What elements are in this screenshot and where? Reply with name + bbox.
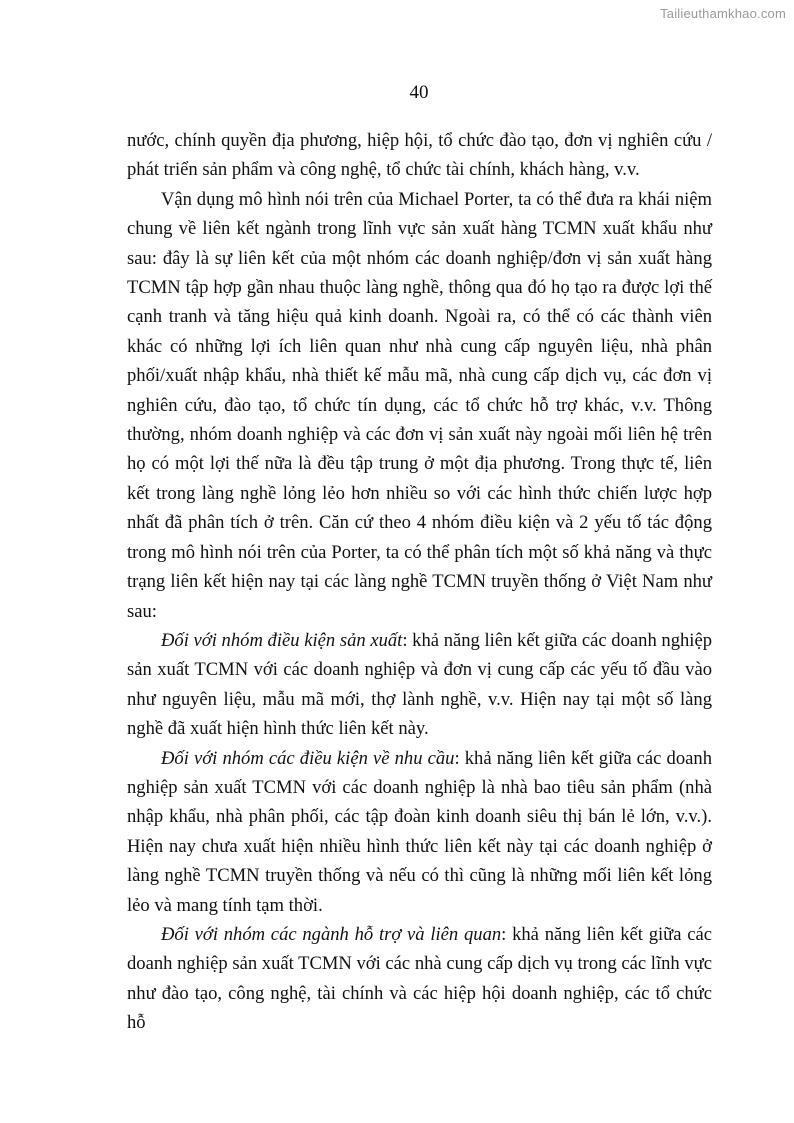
paragraph-supporting-industries (127, 920, 712, 1038)
document-body (127, 126, 712, 1038)
watermark: Tailieuthamkhao.com (660, 6, 786, 21)
paragraph-text: : khả năng liên kết giữa các doanh nghiệp sản xuất TCMN với các doanh nghiệp và đơn vị cung cấp các yếu tố đầu vào như nguyên liệu, mẫu mã mới, thợ lành nghề, v.v. Hiện nay tại một số làng nghề đã xuất hiện hình thức liên kết này. (127, 629, 713, 740)
paragraph-heading: Đối với nhóm điều kiện sản xuất (161, 629, 403, 651)
paragraph-demand-conditions (127, 744, 712, 920)
paragraph-heading: Đối với nhóm các điều kiện về nhu cầu (161, 747, 455, 769)
paragraph-continuation: nước, chính quyền địa phương, hiệp hội, tổ chức đào tạo, đơn vị nghiên cứu / phát triển sản phẩm và công nghệ, tổ chức tài chính, khách hàng, v.v. (127, 130, 712, 181)
paragraph-heading: Đối với nhóm các ngành hỗ trợ và liên quan (161, 923, 502, 945)
paragraph-porter-model: Vận dụng mô hình nói trên của Michael Porter, ta có thể đưa ra khái niệm chung về liên kết ngành trong lĩnh vực sản xuất hàng TCMN xuất khẩu như sau: đây là sự liên kết của một nhóm các doanh nghiệp/đơn vị sản xuất hàng TCMN tập hợp gần nhau thuộc làng nghề, thông qua đó họ tạo ra được lợi thế cạnh tranh và tăng hiệu quả kinh doanh. Ngoài ra, có thể có các thành viên khác có những lợi ích liên quan như nhà cung cấp nguyên liệu, nhà phân phối/xuất nhập khẩu, nhà thiết kế mẫu mã, nhà cung cấp dịch vụ, các đơn vị nghiên cứu, đào tạo, tổ chức tín dụng, các tổ chức hỗ trợ khác, v.v. Thông thường, nhóm doanh nghiệp và các đơn vị sản xuất này ngoài mối liên hệ trên họ có một lợi thế nữa là đều tập trung ở một địa phương. Trong thực tế, liên kết trong làng nghề lỏng lẻo hơn nhiều so với các hình thức chiến lược hợp nhất đã phân tích ở trên. Căn cứ theo 4 nhóm điều kiện và 2 yếu tố tác động trong mô hình nói trên của Porter, ta có thể phân tích một số khả năng và thực trạng liên kết hiện nay tại các làng nghề TCMN truyền thống ở Việt Nam như sau: (127, 188, 712, 622)
paragraph-text: : khả năng liên kết giữa các doanh nghiệp sản xuất TCMN với các nhà cung cấp dịch vụ trong các lĩnh vực như đào tạo, công nghệ, tài chính và các hiệp hội doanh nghiệp, các tổ chức hỗ (127, 923, 712, 1034)
paragraph-production-conditions (127, 626, 712, 744)
paragraph-text: : khả năng liên kết giữa các doanh nghiệp sản xuất TCMN với các doanh nghiệp là nhà bao tiêu sản phẩm (nhà nhập khẩu, nhà phân phối, các tập đoàn kinh doanh siêu thị bán lẻ lớn, v.v.). Hiện nay chưa xuất hiện nhiều hình thức liên kết này tại các doanh nghiệp ở làng nghề TCMN truyền thống và nếu có thì cũng là những mối liên kết lỏng lẻo và mang tính tạm thời. (127, 747, 712, 916)
page-number: 40 (409, 82, 429, 103)
